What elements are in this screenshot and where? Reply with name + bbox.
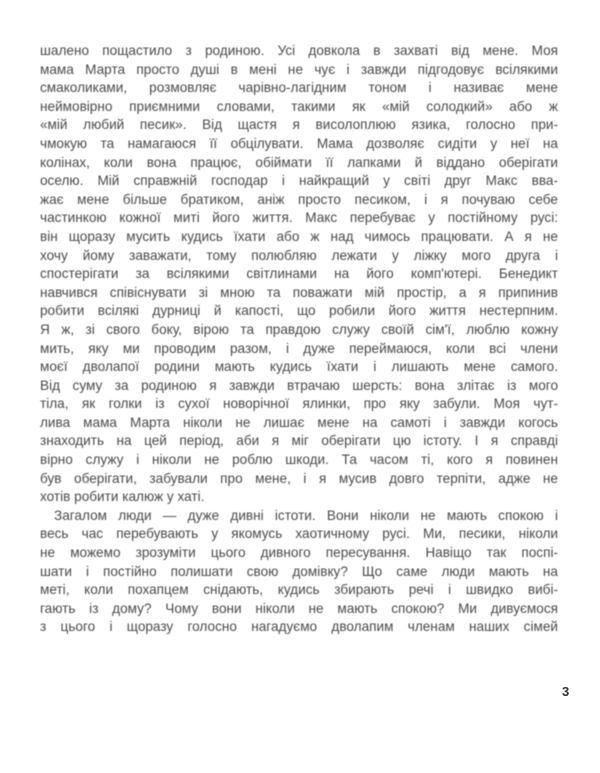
text-line: навчився співіснувати зі мною та поважати мій простір, а я припинив: [40, 284, 558, 300]
text-line: лива мама Марта ніколи не лишає мене на самоті і завжди когось: [40, 414, 558, 430]
text-line: Я ж, зі свого боку, вірою та правдою служу своїй сім'ї, люблю кожну: [40, 321, 558, 337]
text-line: не можемо зрозуміти цього дивного пересування. Навіщо так поспі-: [40, 545, 558, 561]
text-line: частинкою кожної миті його життя. Макс перебуває у постійному русі:: [40, 210, 558, 226]
text-line: меті, коли похапцем снідають, кудись збирають речі і швидко вибі-: [40, 582, 558, 598]
text-line: мить, яку ми проводим разом, і дуже переймаюся, коли всі члени: [40, 340, 558, 356]
text-line: тіла, як голки із сухої новорічної ялинки, про яку забули. Моя чут-: [40, 396, 558, 412]
text-line: гають із дому? Чому вони ніколи не мають спокою? Ми дивуємося: [40, 600, 558, 616]
text-line: вірно служу і ніколи не роблю шкоди. Та часом ті, кого я повинен: [40, 452, 558, 468]
page-number: 3: [562, 684, 570, 699]
text-line: мама Марта просто душі в мені не чує і завжди підгодовує всілякими: [40, 61, 558, 77]
text-line: весь час перебувають у якомусь хаотичному русі. Ми, песики, ніколи: [40, 526, 558, 542]
text-line: оселю. Мій справжній господар і найкращий у світі друг Макс вва-: [40, 173, 558, 189]
text-line: Від суму за родиною я завжди втрачаю шерсть: вона злітає із мого: [40, 377, 558, 393]
text-line: Загалом люди — дуже дивні істоти. Вони ніколи не мають спокою і: [54, 507, 558, 523]
text-line: моєї дволапої родини мають кудись їхати і лишають мене самого.: [40, 359, 558, 375]
text-line: шалено пощастило з родиною. Усі довкола в захваті від мене. Моя: [40, 43, 558, 58]
text-line: смаколиками, розмовляє чарівно-лагідним тоном і називає мене: [40, 80, 558, 96]
text-line: чмокую та намагаюся її обцілувати. Мама дозволяє сидіти у неї на: [40, 135, 558, 151]
text-line: хочу йому заважати, тому полюбляю лежати у ліжку мого друга і: [40, 247, 558, 263]
text-line: колінах, коли вона працює, обіймати її лапками й віддано оберігати: [40, 154, 558, 170]
text-line: шати і постійно полишати свою домівку? Що саме люди мають на: [40, 563, 558, 579]
text-line: він щоразу мусить кудись їхати або ж над чимось працювати. А я не: [40, 228, 558, 244]
text-line: неймовірно приємними словами, такими як «мій солодкий» або ж: [40, 98, 558, 114]
text-line: був оберігати, забували про мене, і я мусив довго терпіти, адже не: [40, 470, 558, 486]
text-line: робити всілякі дурниці й капості, що робили його життя нестерпним.: [40, 303, 558, 319]
text-line: з цього і щоразу голосно нагадуємо дволапим членам наших сімей: [40, 619, 558, 635]
text-line: «мій любий песик». Від щастя я висолоплюю язика, голосно при-: [40, 117, 558, 133]
text-line: жає мене більше братиком, аніж просто песиком, і я почуваю себе: [40, 191, 558, 207]
text-line: хотів робити калюж у хаті.: [40, 489, 205, 505]
page-body-text: [40, 42, 558, 637]
text-line: знаходить на цей період, аби я міг оберігати цю істоту. І я справді: [40, 433, 558, 449]
text-line: спостерігати за всілякими світлинами на його комп'ютері. Бенедикт: [40, 266, 558, 282]
